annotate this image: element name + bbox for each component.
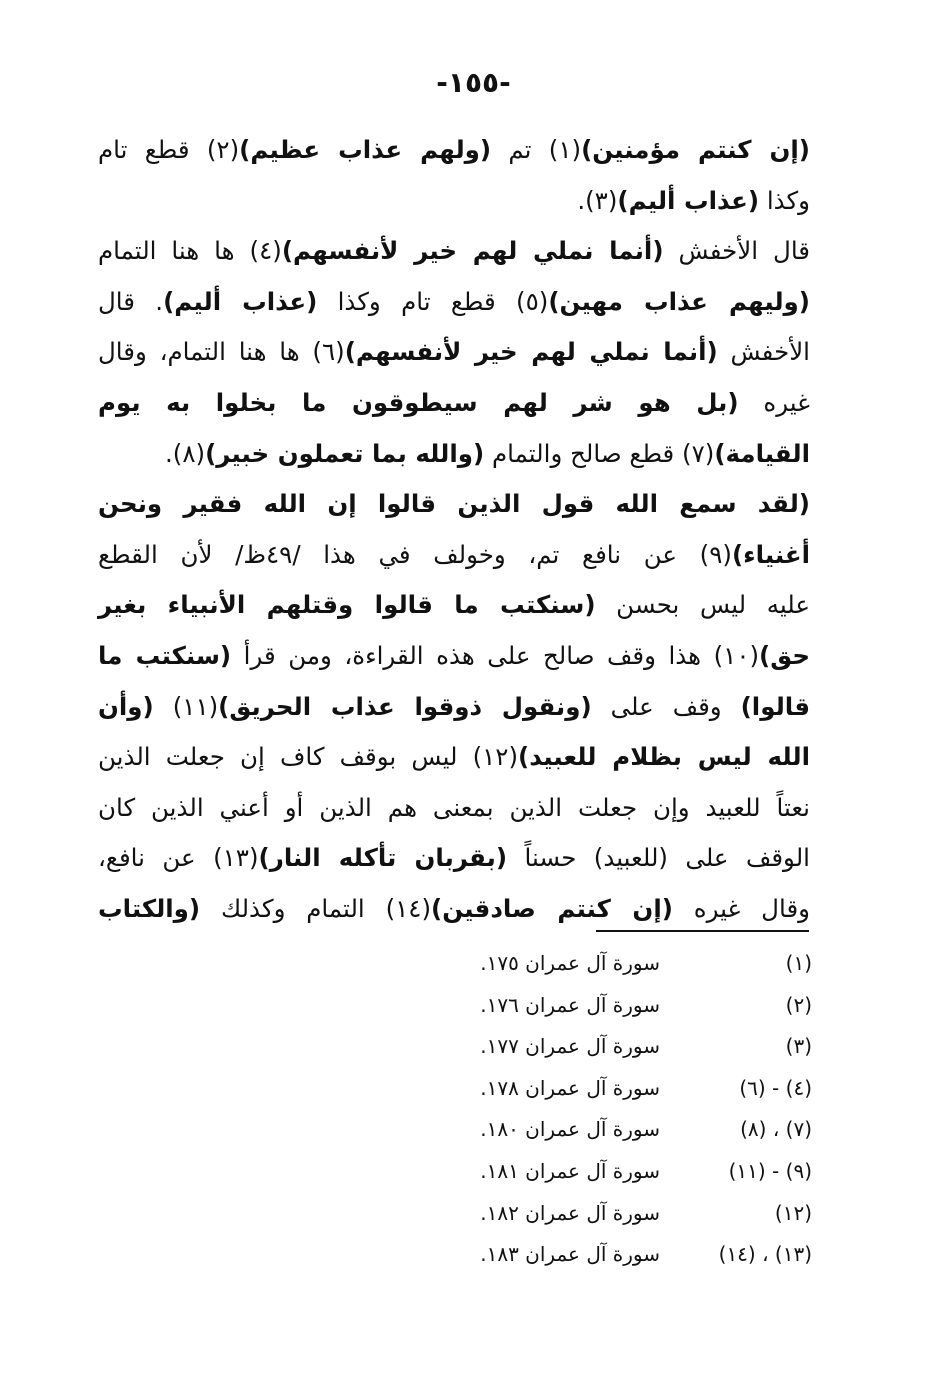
footnotes	[440, 945, 812, 1278]
quran-quote: (والله بما تعملون خبير)	[205, 438, 485, 468]
quran-quote: (وليهم عذاب مهين)	[548, 286, 810, 316]
footnote-text: سورة آل عمران ١٨١.	[480, 1158, 660, 1183]
footnote-text: سورة آل عمران ١٧٧.	[480, 1034, 660, 1059]
text-line	[98, 580, 810, 631]
text-segment: (٥) قطع تام وكذا	[317, 286, 549, 316]
text-segment: عليه ليس بحسن	[595, 590, 810, 620]
text-segment: (١١)	[153, 691, 219, 721]
text-line	[98, 176, 810, 227]
text-line	[98, 429, 810, 480]
quran-quote: (ولهم عذاب عظيم)	[239, 135, 492, 164]
quran-quote: (بل هو شر لهم سيطوقون ما بخلوا به يوم	[98, 387, 739, 417]
footnote-item	[440, 987, 812, 1029]
footnote-item	[440, 1236, 812, 1278]
quran-quote: (بقربان تأكله النار)	[258, 843, 508, 873]
text-segment: نعتاً للعبيد وإن جعلت الذين بمعنى هم الذين أو أعني الذين كان	[98, 792, 810, 822]
quran-quote: (ونقول ذوقوا عذاب الحريق)	[218, 691, 592, 721]
footnote-item	[440, 945, 812, 987]
text-line	[98, 125, 810, 176]
text-segment: غيره	[738, 387, 810, 417]
footnote-number: (٣)	[785, 1034, 812, 1059]
quran-quote: (سنكتب ما قالوا وقتلهم الأنبياء بغير	[98, 590, 596, 620]
text-line	[98, 682, 810, 733]
quran-quote: (عذاب أليم)	[163, 286, 318, 316]
footnote-item	[440, 1028, 812, 1070]
text-line	[98, 631, 810, 682]
text-segment: (٤) ها هنا التمام	[98, 236, 282, 266]
footnote-item	[440, 1070, 812, 1112]
quran-quote: (إن كنتم صادقين)	[431, 893, 673, 923]
text-line	[98, 530, 810, 581]
text-line	[98, 732, 810, 783]
footnote-text: سورة آل عمران ١٨٣.	[480, 1242, 660, 1267]
quran-quote: (والكتاب	[98, 893, 201, 923]
text-segment: (١٣) عن نافع،	[98, 843, 259, 873]
footnote-text: سورة آل عمران ١٨٠.	[480, 1117, 660, 1142]
footnote-number: (١)	[785, 951, 812, 975]
text-line	[98, 884, 810, 935]
text-segment: الوقف على (للعبيد) حسناً	[507, 843, 810, 873]
text-line	[98, 226, 810, 277]
footnote-number: (١٢)	[774, 1200, 812, 1225]
text-segment: الأخفش	[717, 337, 810, 367]
quran-quote: (لقد سمع الله قول الذين قالوا إن الله فقير ونحن	[98, 489, 810, 519]
text-segment: وقال غيره	[672, 893, 810, 923]
quran-quote: القيامة)	[714, 438, 810, 468]
footnote-text: سورة آل عمران ١٧٦.	[480, 992, 660, 1017]
text-line	[98, 783, 810, 834]
quran-quote: (عذاب أليم)	[617, 185, 760, 215]
quran-quote: (أنما نملي لهم خير لأنفسهم)	[281, 236, 664, 266]
text-line	[98, 277, 810, 328]
text-segment: (٣).	[577, 185, 618, 215]
text-segment: . قال	[98, 286, 164, 316]
quran-quote: (وأن	[98, 691, 154, 721]
footnote-number: (٤) - (٦)	[739, 1075, 812, 1100]
footnote-text: سورة آل عمران ١٧٥.	[480, 951, 660, 975]
quran-quote: (أنما نملي لهم خير لأنفسهم)	[344, 337, 718, 367]
text-segment: وقف على	[591, 691, 741, 721]
footnote-divider	[596, 930, 809, 932]
text-segment: (٢) قطع تام	[98, 135, 240, 164]
text-segment: وكذا	[759, 185, 810, 215]
text-segment: (١) تم	[491, 135, 582, 164]
text-segment: (١٢) ليس بوقف كاف إن جعلت الذين	[98, 742, 519, 772]
text-segment: (٦) ها هنا التمام، وقال	[98, 337, 345, 367]
page-number: -١٥٥-	[436, 66, 511, 99]
quran-quote: قالوا)	[740, 691, 811, 721]
text-segment: (١٠) هذا وقف صالح على هذه القراءة، ومن قرأ	[231, 640, 760, 670]
text-line	[98, 327, 810, 378]
footnote-number: (٩) - (١١)	[728, 1158, 812, 1183]
body-text	[98, 125, 810, 935]
text-line	[98, 378, 810, 429]
text-segment: (٩) عن نافع تم، وخولف في هذا /٤٩ظ/ لأن القطع	[98, 539, 732, 569]
text-segment: (٧) قطع صالح والتمام	[484, 438, 715, 468]
footnote-number: (٢)	[785, 992, 812, 1017]
text-line	[98, 479, 810, 530]
text-segment: قال الأخفش	[663, 236, 811, 266]
footnote-text: سورة آل عمران ١٨٢.	[480, 1200, 660, 1225]
footnote-text: سورة آل عمران ١٧٨.	[480, 1075, 660, 1100]
quran-quote: (إن كنتم مؤمنين)	[581, 135, 810, 164]
text-line	[98, 833, 810, 884]
footnote-item	[440, 1153, 812, 1195]
footnote-number: (١٣) ، (١٤)	[718, 1242, 812, 1267]
quran-quote: الله ليس بظلام للعبيد)	[518, 742, 810, 772]
footnote-item	[440, 1195, 812, 1237]
footnote-item	[440, 1111, 812, 1153]
footnote-number: (٧) ، (٨)	[740, 1117, 812, 1142]
quran-quote: حق)	[759, 640, 810, 670]
quran-quote: أغنياء)	[731, 539, 810, 569]
text-segment: (١٤) التمام وكذلك	[200, 893, 432, 923]
quran-quote: (سنكتب ما	[98, 640, 232, 670]
text-segment: (٨).	[164, 438, 206, 468]
